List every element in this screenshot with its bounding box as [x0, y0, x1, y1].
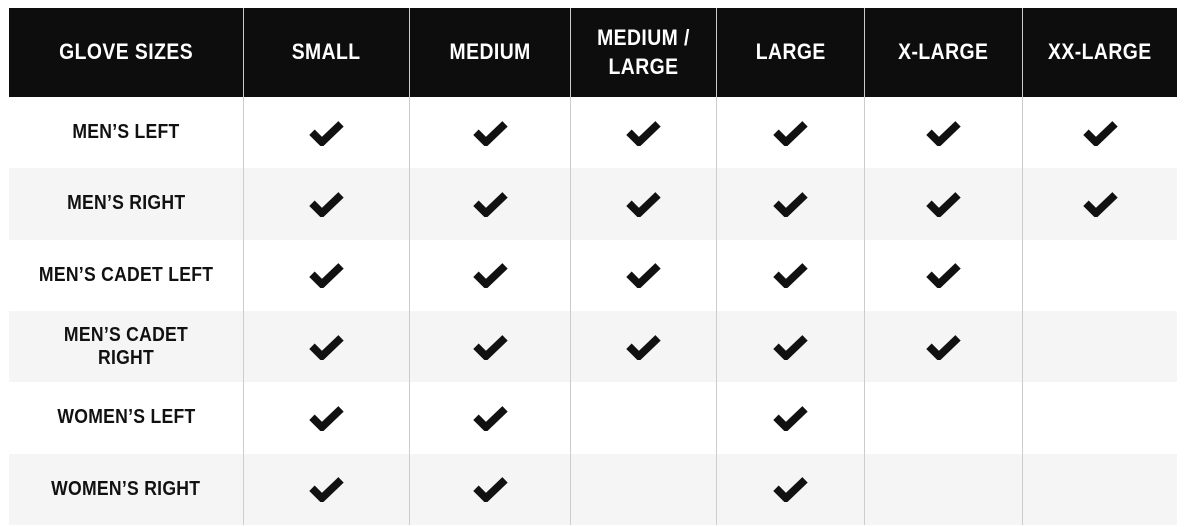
table-row-mens-right — [9, 168, 1177, 239]
check-icon — [925, 120, 962, 146]
check-icon — [772, 191, 809, 217]
check-cell — [409, 240, 570, 311]
header-label: MEDIUM — [449, 39, 531, 65]
check-cell — [243, 97, 409, 168]
check-icon — [472, 405, 509, 431]
header-label: GLOVE SIZES — [59, 39, 193, 65]
table-row-mens-cadet-right — [9, 311, 1177, 382]
check-icon — [308, 405, 345, 431]
row-label-cell — [9, 311, 243, 382]
check-icon — [625, 191, 662, 217]
check-icon — [308, 262, 345, 288]
check-cell — [570, 382, 716, 453]
header-label: X-LARGE — [898, 39, 989, 65]
row-label: MEN’S CADET LEFT — [38, 263, 214, 286]
header-label: LARGE — [755, 39, 826, 65]
check-cell — [570, 97, 716, 168]
check-cell — [864, 240, 1022, 311]
check-icon — [772, 476, 809, 502]
check-icon — [772, 405, 809, 431]
check-cell — [243, 168, 409, 239]
check-cell — [1022, 97, 1177, 168]
check-cell — [243, 454, 409, 525]
header-label: XX-LARGE — [1048, 39, 1152, 65]
check-cell — [243, 311, 409, 382]
check-cell — [570, 454, 716, 525]
check-cell — [1022, 168, 1177, 239]
row-label: MEN’S RIGHT — [66, 192, 186, 215]
check-icon — [472, 262, 509, 288]
check-cell — [409, 97, 570, 168]
check-icon — [308, 476, 345, 502]
header-cell-glove-sizes — [9, 8, 243, 97]
check-cell — [409, 311, 570, 382]
row-label-cell — [9, 97, 243, 168]
header-cell-xx-large — [1022, 8, 1177, 97]
check-icon — [1082, 120, 1119, 146]
table-body — [9, 97, 1177, 525]
glove-sizes-table — [9, 8, 1177, 525]
check-cell — [864, 168, 1022, 239]
check-icon — [472, 476, 509, 502]
row-label-cell — [9, 240, 243, 311]
check-cell — [716, 240, 864, 311]
header-row — [9, 8, 1177, 97]
check-icon — [772, 262, 809, 288]
check-icon — [625, 120, 662, 146]
row-label: MEN’S CADET RIGHT — [63, 323, 189, 369]
check-cell — [716, 97, 864, 168]
check-cell — [864, 382, 1022, 453]
check-icon — [472, 191, 509, 217]
row-label: MEN’S LEFT — [72, 121, 180, 144]
header-label: SMALL — [292, 39, 361, 65]
check-cell — [570, 168, 716, 239]
check-cell — [1022, 454, 1177, 525]
check-cell — [716, 168, 864, 239]
row-label: WOMEN’S LEFT — [56, 406, 196, 429]
check-icon — [925, 334, 962, 360]
check-cell — [716, 382, 864, 453]
check-cell — [1022, 311, 1177, 382]
table-row-womens-right — [9, 454, 1177, 525]
check-cell — [864, 311, 1022, 382]
check-cell — [243, 382, 409, 453]
check-cell — [409, 454, 570, 525]
table-row-mens-left — [9, 97, 1177, 168]
header-cell-large — [716, 8, 864, 97]
check-icon — [772, 334, 809, 360]
check-icon — [772, 120, 809, 146]
check-cell — [570, 240, 716, 311]
check-cell — [570, 311, 716, 382]
header-cell-x-large — [864, 8, 1022, 97]
check-icon — [625, 262, 662, 288]
header-cell-medium — [409, 8, 570, 97]
check-cell — [409, 382, 570, 453]
check-icon — [308, 120, 345, 146]
table-row-womens-left — [9, 382, 1177, 453]
check-cell — [1022, 382, 1177, 453]
check-icon — [472, 120, 509, 146]
header-label: MEDIUM / LARGE — [597, 24, 690, 79]
row-label-cell — [9, 168, 243, 239]
check-icon — [308, 334, 345, 360]
row-label: WOMEN’S RIGHT — [51, 477, 201, 500]
header-cell-small — [243, 8, 409, 97]
table-row-mens-cadet-left — [9, 240, 1177, 311]
row-label-cell — [9, 454, 243, 525]
row-label-cell — [9, 382, 243, 453]
check-icon — [925, 191, 962, 217]
check-cell — [243, 240, 409, 311]
check-icon — [625, 334, 662, 360]
check-cell — [716, 454, 864, 525]
check-icon — [1082, 191, 1119, 217]
check-icon — [308, 191, 345, 217]
check-cell — [716, 311, 864, 382]
check-cell — [864, 454, 1022, 525]
check-cell — [864, 97, 1022, 168]
check-icon — [925, 262, 962, 288]
check-icon — [472, 334, 509, 360]
check-cell — [409, 168, 570, 239]
check-cell — [1022, 240, 1177, 311]
header-cell-medium-large — [570, 8, 716, 97]
